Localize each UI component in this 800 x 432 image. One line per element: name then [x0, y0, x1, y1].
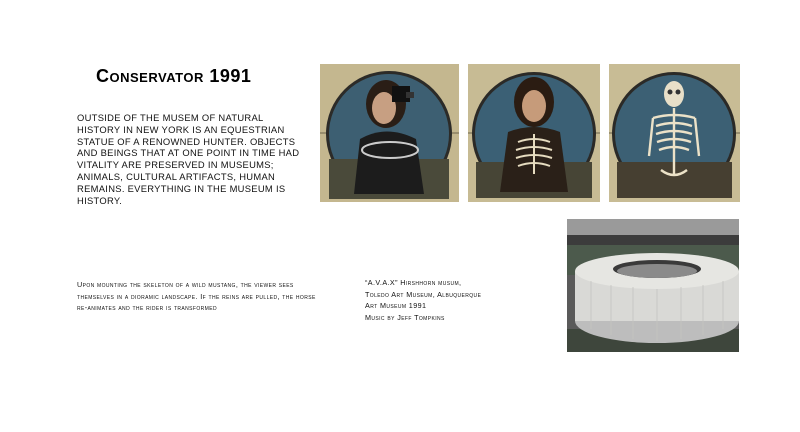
still-image-rider-with-camera [320, 64, 459, 202]
photo-hirshhorn-museum [567, 219, 739, 352]
still-image-rider-transforming [468, 64, 600, 202]
credit-line: Music by Jeff Tompkins [365, 312, 445, 322]
page-title: Conservator 1991 [96, 66, 252, 86]
exhibition-credits [365, 277, 535, 323]
installation-description: Upon mounting the skeleton of a wild mustang, the viewer sees themselves in a dioramic landscape. If the reins are pulled, the horse re-animates and the rider is transformed [77, 280, 316, 313]
still-image-skeleton-rider [609, 64, 740, 202]
credit-line: “A.V.A.X” Hirshhorn musum, [365, 278, 462, 287]
credit-line: Toledo Art Museum, Albuquerque [365, 289, 482, 299]
credit-line: Art Museum 1991 [365, 301, 427, 311]
intro-paragraph: OUTSIDE OF THE MUSEM OF NATURAL HISTORY IN NEW YORK IS AN EQUESTRIAN STATUE OF A RENOWNED HUNTER. OBJECTS AND BEINGS THAT AT ONE POINT IN TIME HAD VITALITY ARE PRESERVED IN MUSEUMS; ANIMALS, CULTURAL ARTIFACTS, HUMAN REMAINS. EVERYTHING IN THE MUSEUM IS HISTORY. [77, 112, 300, 206]
